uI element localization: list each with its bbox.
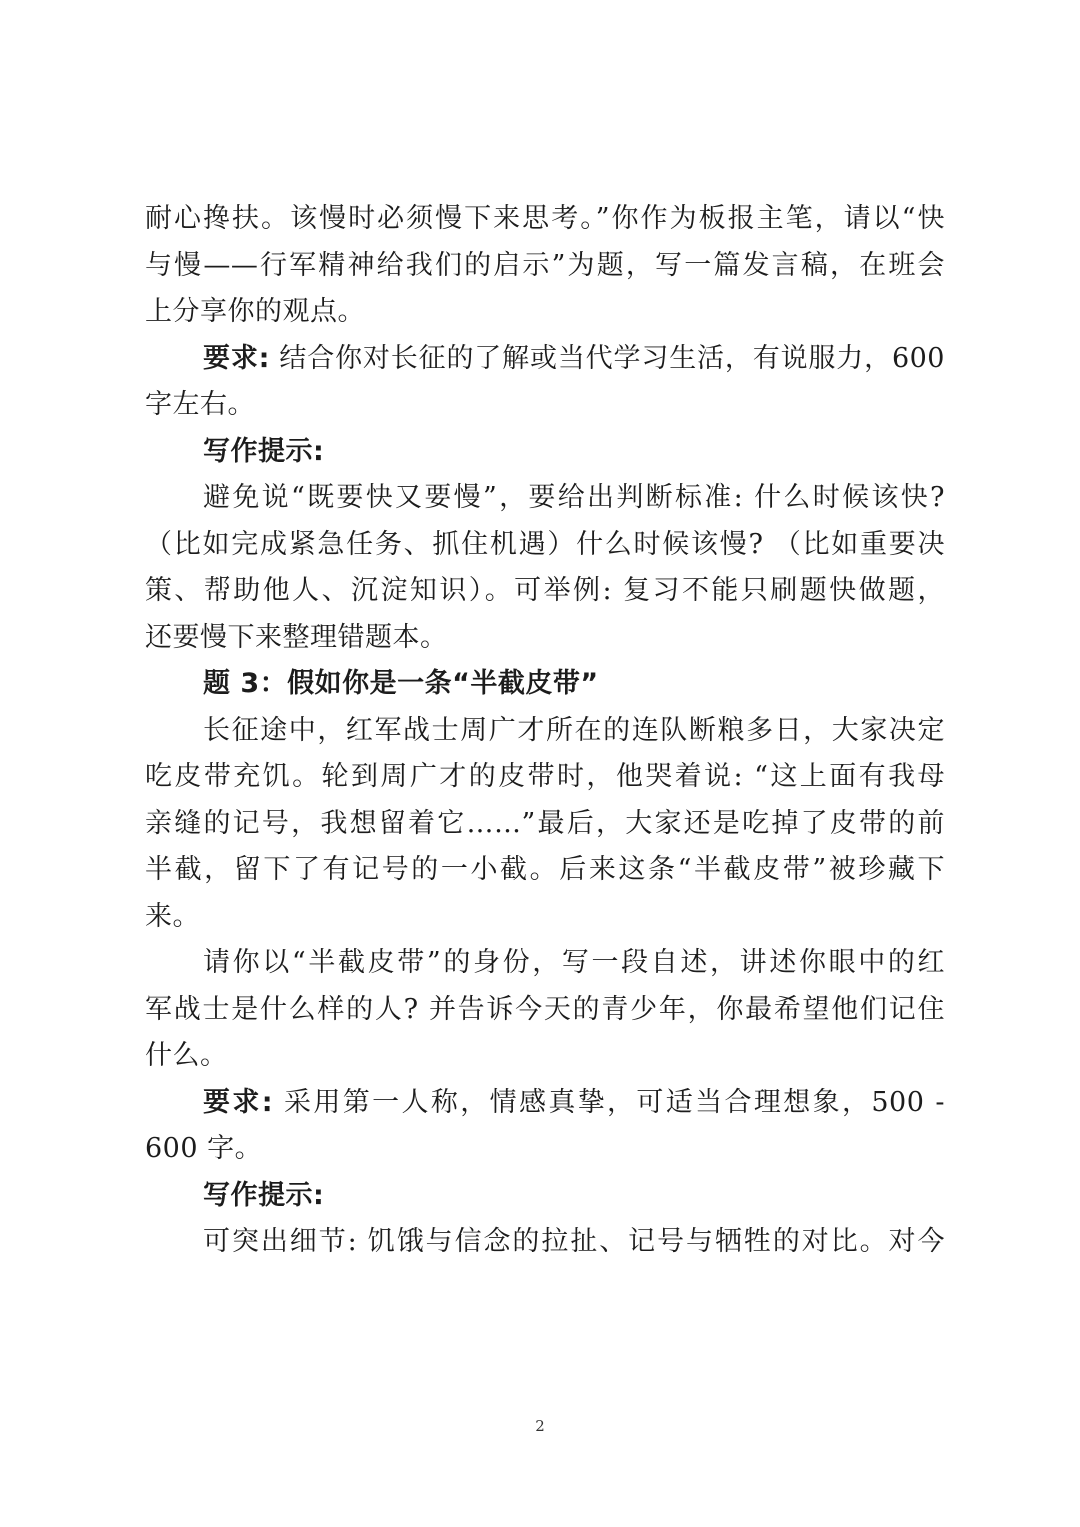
text-line bbox=[145, 568, 945, 615]
line-label: 写作提示: bbox=[203, 435, 325, 467]
line-text: 耐心搀扶。该慢时必须慢下来思考。”你作为板报主笔，请以“快 bbox=[145, 203, 945, 234]
line-label: 题 3：假如你是一条“半截皮带” bbox=[203, 668, 599, 699]
text-line bbox=[145, 754, 945, 801]
text-line bbox=[145, 289, 945, 336]
text-line bbox=[145, 429, 945, 476]
line-label: 写作提示: bbox=[203, 1179, 325, 1211]
text-line bbox=[145, 243, 945, 290]
line-text: 上分享你的观点。 bbox=[145, 296, 365, 327]
document-body bbox=[145, 196, 945, 1266]
line-label: 要求: bbox=[203, 1086, 274, 1118]
line-text: 什么。 bbox=[145, 1040, 228, 1071]
line-text: 军战士是什么样的人? 并告诉今天的青少年，你最希望他们记住 bbox=[145, 993, 945, 1025]
text-line bbox=[145, 475, 945, 522]
line-text: 半截，留下了有记号的一小截。后来这条“半截皮带”被珍藏下 bbox=[145, 854, 945, 885]
text-line bbox=[145, 1219, 945, 1266]
text-line bbox=[145, 987, 945, 1034]
line-text: 字左右。 bbox=[145, 389, 255, 420]
line-text: 与慢——行军精神给我们的启示”为题，写一篇发言稿，在班会 bbox=[145, 249, 945, 281]
text-line bbox=[145, 1126, 945, 1173]
text-line bbox=[145, 615, 945, 662]
text-line bbox=[145, 940, 945, 987]
text-line bbox=[145, 196, 945, 243]
line-text: 避免说“既要快又要慢”，要给出判断标准: 什么时候该快? bbox=[203, 482, 945, 513]
text-line bbox=[145, 336, 945, 383]
line-text: 请你以“半截皮带”的身份，写一段自述，讲述你眼中的红 bbox=[203, 947, 945, 978]
text-line bbox=[145, 708, 945, 755]
line-text: 还要慢下来整理错题本。 bbox=[145, 621, 448, 653]
line-text: 可突出细节: 饥饿与信念的拉扯、记号与牺牲的对比。对今 bbox=[203, 1226, 945, 1257]
line-text: 长征途中，红军战士周广才所在的连队断粮多日，大家决定 bbox=[203, 714, 945, 746]
text-line bbox=[145, 847, 945, 894]
text-line bbox=[145, 894, 945, 941]
line-text: 吃皮带充饥。轮到周广才的皮带时，他哭着说: “这上面有我母 bbox=[145, 761, 945, 792]
line-text: 策、帮助他人、沉淀知识）。可举例: 复习不能只刷题快做题， bbox=[145, 575, 945, 606]
text-line bbox=[145, 1033, 945, 1080]
text-line bbox=[145, 1173, 945, 1220]
line-label: 要求: bbox=[203, 342, 270, 374]
page-number: 2 bbox=[535, 1417, 545, 1435]
line-text: （比如完成紧急任务、抓住机遇）什么时候该慢? （比如重要决 bbox=[145, 528, 945, 560]
text-line bbox=[145, 1080, 945, 1127]
line-text: 结合你对长征的了解或当代学习生活，有说服力，600 bbox=[269, 342, 945, 374]
text-line bbox=[145, 382, 945, 429]
text-line bbox=[145, 522, 945, 569]
line-text: 采用第一人称，情感真挚，可适当合理想象，500 - bbox=[273, 1086, 945, 1118]
line-text: 600 字。 bbox=[145, 1133, 263, 1164]
text-line bbox=[145, 661, 945, 708]
line-text: 来。 bbox=[145, 900, 200, 932]
text-line bbox=[145, 801, 945, 848]
line-text: 亲缝的记号，我想留着它……”最后，大家还是吃掉了皮带的前 bbox=[145, 807, 945, 839]
